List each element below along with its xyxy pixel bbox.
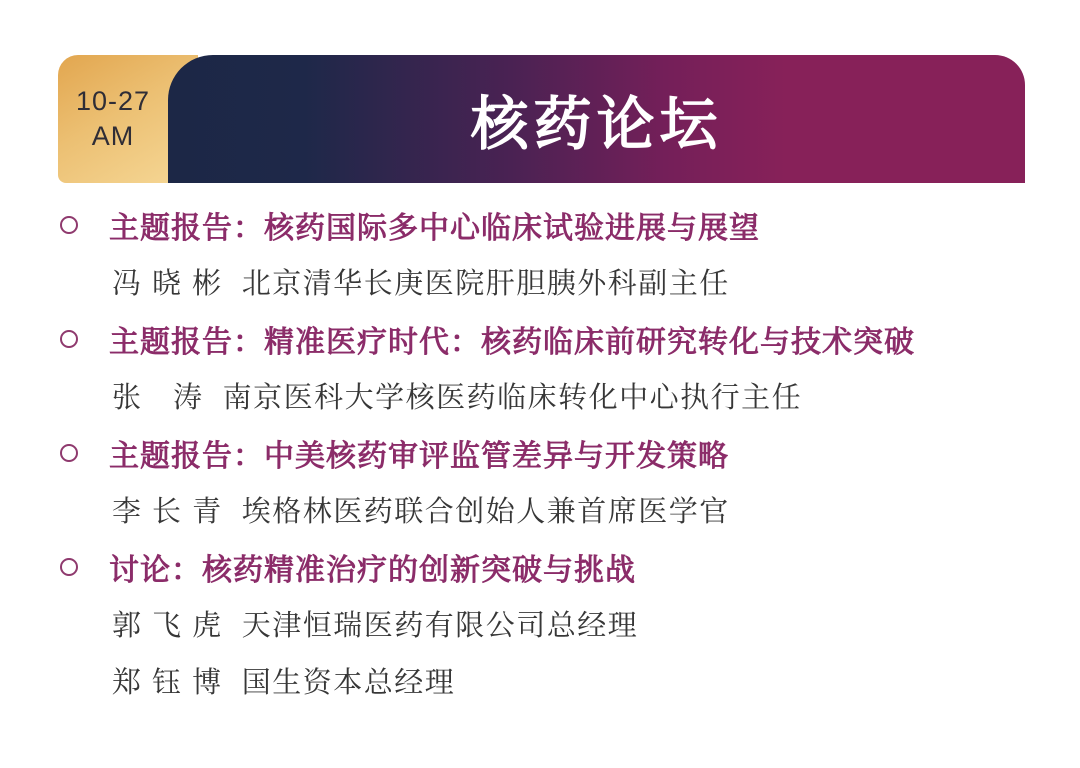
- agenda-item-title: 主题报告：核药国际多中心临床试验进展与展望: [109, 211, 760, 245]
- agenda-item: [0, 196, 1080, 310]
- speaker-line: 李 长 青 埃格林医药联合创始人兼首席医学官: [112, 496, 730, 528]
- agenda-item: [0, 424, 1080, 538]
- date-text: [58, 55, 168, 183]
- speaker-row: [0, 253, 1080, 310]
- speaker-line: 郑 钰 博 国生资本总经理: [112, 667, 456, 699]
- bullet-circle-icon: [60, 558, 78, 576]
- agenda-title-row: [0, 424, 1080, 481]
- date-line-1: 10-27: [75, 85, 151, 116]
- bullet-circle-icon: [60, 216, 78, 234]
- agenda-title-row: [0, 196, 1080, 253]
- speaker-line: 郭 飞 虎 天津恒瑞医药有限公司总经理: [112, 610, 639, 642]
- speaker-line: 张 涛 南京医科大学核医药临床转化中心执行主任: [112, 382, 803, 414]
- agenda-item-title: 讨论：核药精准治疗的创新突破与挑战: [109, 553, 636, 587]
- speaker-line: 冯 晓 彬 北京清华长庚医院肝胆胰外科副主任: [112, 268, 730, 300]
- agenda-title-row: [0, 310, 1080, 367]
- agenda-item: [0, 310, 1080, 424]
- speaker-row: [0, 367, 1080, 424]
- agenda-title-row: [0, 538, 1080, 595]
- bullet-circle-icon: [60, 444, 78, 462]
- agenda-list: [0, 196, 1080, 709]
- bullet-circle-icon: [60, 330, 78, 348]
- agenda-item-title: 主题报告：精准医疗时代：核药临床前研究转化与技术突破: [109, 325, 915, 359]
- agenda-item: [0, 538, 1080, 709]
- forum-title: 核药论坛: [470, 92, 723, 157]
- speaker-row: [0, 595, 1080, 652]
- forum-banner: [168, 55, 1025, 183]
- header: [0, 0, 1080, 190]
- date-line-2: AM: [91, 121, 135, 151]
- agenda-item-title: 主题报告：中美核药审评监管差异与开发策略: [109, 439, 729, 473]
- speaker-row: [0, 652, 1080, 709]
- speaker-row: [0, 481, 1080, 538]
